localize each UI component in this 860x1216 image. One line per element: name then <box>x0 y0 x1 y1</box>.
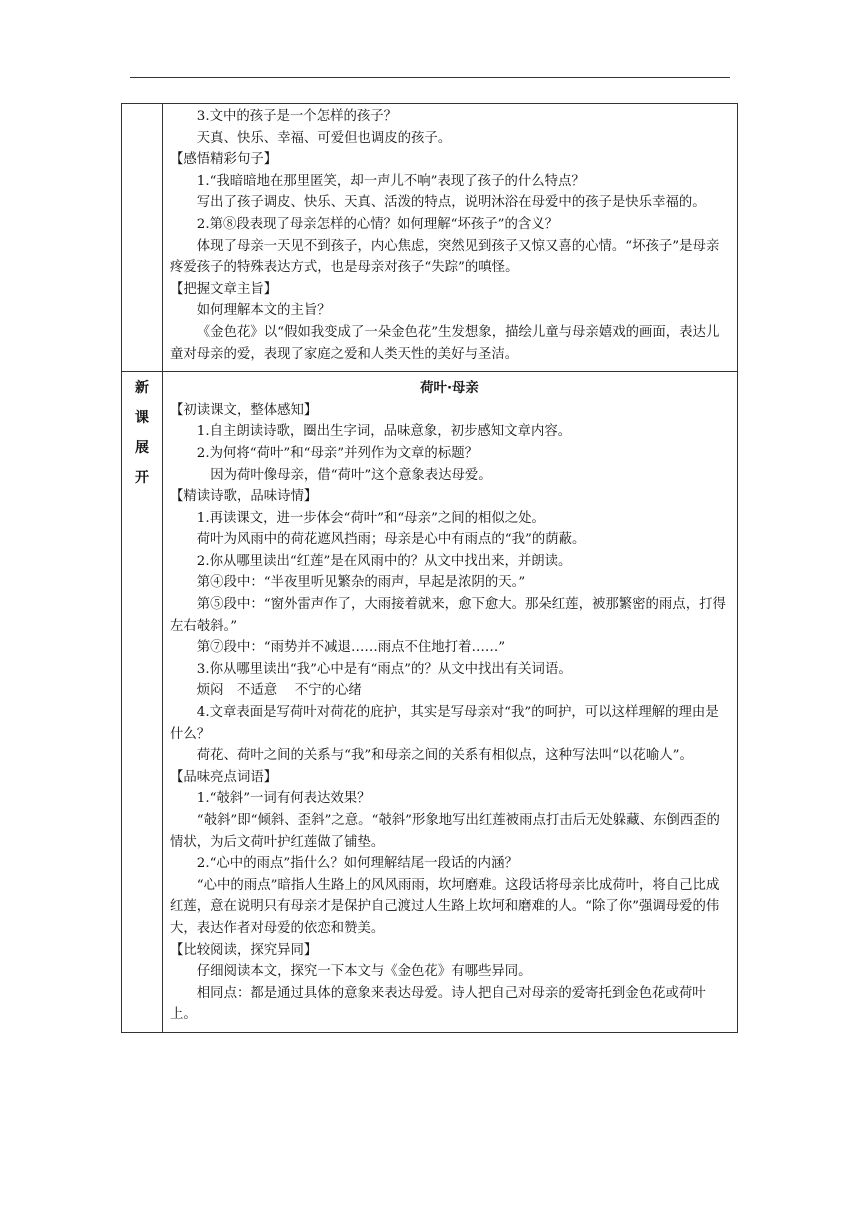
paragraph: 体现了母亲一天见不到孩子，内心焦虑，突然见到孩子又惊又喜的心情。“坏孩子”是母亲疼爱孩子的特殊表达方式，也是母亲对孩子“失踪”的嗔怪。 <box>170 238 720 276</box>
section-heading: 【感悟精彩句子】 <box>170 152 278 168</box>
table-row <box>122 372 738 1033</box>
section-heading: 【比较阅读，探究异同】 <box>170 942 318 958</box>
row-label-char: 新 <box>135 380 149 397</box>
paragraph: 相同点：都是通过具体的意象来表达母爱。诗人把自己对母亲的爱寄托到金色花或荷叶上。 <box>170 985 706 1023</box>
paragraph: 1.“攲斜”一词有何表达效果？ <box>196 791 371 807</box>
section-heading: 【品味亮点词语】 <box>170 769 278 785</box>
paragraph: 4.文章表面是写荷叶对荷花的庇护，其实是写母亲对“我”的呵护，可以这样理解的理由是什么？ <box>170 705 719 742</box>
paragraph: 第④段中：“半夜里听见繁杂的雨声，早起是浓阴的天。” <box>196 575 526 591</box>
row-label-char: 课 <box>135 410 149 427</box>
paragraph: 烦闷 不适意 不宁的心绪 <box>196 683 362 699</box>
paragraph: 《金色花》以“假如我变成了一朵金色花”生发想象，描绘儿童与母亲嬉戏的画面，表达儿童对母亲的爱，表现了家庭之爱和人类天性的美好与圣洁。 <box>170 324 720 362</box>
section-heading: 【初读课文，整体感知】 <box>170 402 318 418</box>
header-rule <box>130 77 730 78</box>
row-label-char: 开 <box>135 470 149 487</box>
section-heading: 【精读诗歌，品味诗情】 <box>170 489 318 505</box>
paragraph: 如何理解本文的主旨？ <box>196 303 331 319</box>
paragraph: 荷叶为风雨中的荷花遮风挡雨；母亲是心中有雨点的“我”的荫蔽。 <box>196 532 586 548</box>
paragraph: 3.你从哪里读出“我”心中是有“雨点”的？从文中找出有关词语。 <box>196 661 572 677</box>
table-row <box>122 104 738 372</box>
paragraph: 2.你从哪里读出“红莲”是在风雨中的？从文中找出来，并朗读。 <box>196 553 572 569</box>
section-heading: 【把握文章主旨】 <box>170 281 278 297</box>
content-cell-2 <box>163 372 738 1033</box>
paragraph: 1.自主朗读诗歌，圈出生字词，品味意象，初步感知文章内容。 <box>196 424 572 440</box>
row-label-cell <box>122 372 163 1033</box>
paragraph: 1.“我暗暗地在那里匿笑，却一声儿不响”表现了孩子的什么特点？ <box>196 173 585 189</box>
paragraph: 写出了孩子调皮、快乐、天真、活泼的特点，说明沐浴在母爱中的孩子是快乐幸福的。 <box>196 195 706 211</box>
paragraph: 天真、快乐、幸福、可爱但也调皮的孩子。 <box>196 130 452 146</box>
row-label-char: 展 <box>135 440 149 457</box>
lesson-table <box>121 103 738 1033</box>
paragraph: 2.“心中的雨点”指什么？如何理解结尾一段话的内涵？ <box>196 856 518 872</box>
paragraph: 荷花、荷叶之间的关系与“我”和母亲之间的关系有相似点，这种写法叫“以花喻人”。 <box>196 748 693 764</box>
paragraph: 2.为何将“荷叶”和“母亲”并列作为文章的标题？ <box>196 445 478 461</box>
content-cell-1 <box>163 104 738 372</box>
paragraph: 2.第⑧段表现了母亲怎样的心情？如何理解“坏孩子”的含义？ <box>196 216 559 232</box>
paragraph: 仔细阅读本文，探究一下本文与《金色花》有哪些异同。 <box>196 964 532 980</box>
paragraph: 第⑤段中：“窗外雷声作了，大雨接着就来，愈下愈大。那朵红莲，被那繁密的雨点，打得左右攲斜。” <box>170 597 726 634</box>
row-label-cell <box>122 104 163 372</box>
section-title: 荷叶·母亲 <box>420 381 479 397</box>
paragraph: 3.文中的孩子是一个怎样的孩子？ <box>196 109 398 124</box>
paragraph: 第⑦段中：“雨势并不减退……雨点不住地打着……” <box>196 640 506 656</box>
paragraph: “心中的雨点”暗指人生路上的风风雨雨，坎坷磨难。这段话将母亲比成荷叶，将自己比成红莲，意在说明只有母亲才是保护自己渡过人生路上坎坷和磨难的人。“除了你”强调母爱的伟大，表达作者对母爱的依恋和赞美。 <box>170 877 720 936</box>
paragraph: 1.再读课文，进一步体会“荷叶”和“母亲”之间的相似之处。 <box>196 510 545 526</box>
paragraph: 因为荷叶像母亲，借“荷叶”这个意象表达母爱。 <box>210 467 492 483</box>
paragraph: “攲斜”即“倾斜、歪斜”之意。“攲斜”形象地写出红莲被雨点打击后无处躲藏、东倒西歪的情状，为后文荷叶护红莲做了铺垫。 <box>170 813 720 850</box>
